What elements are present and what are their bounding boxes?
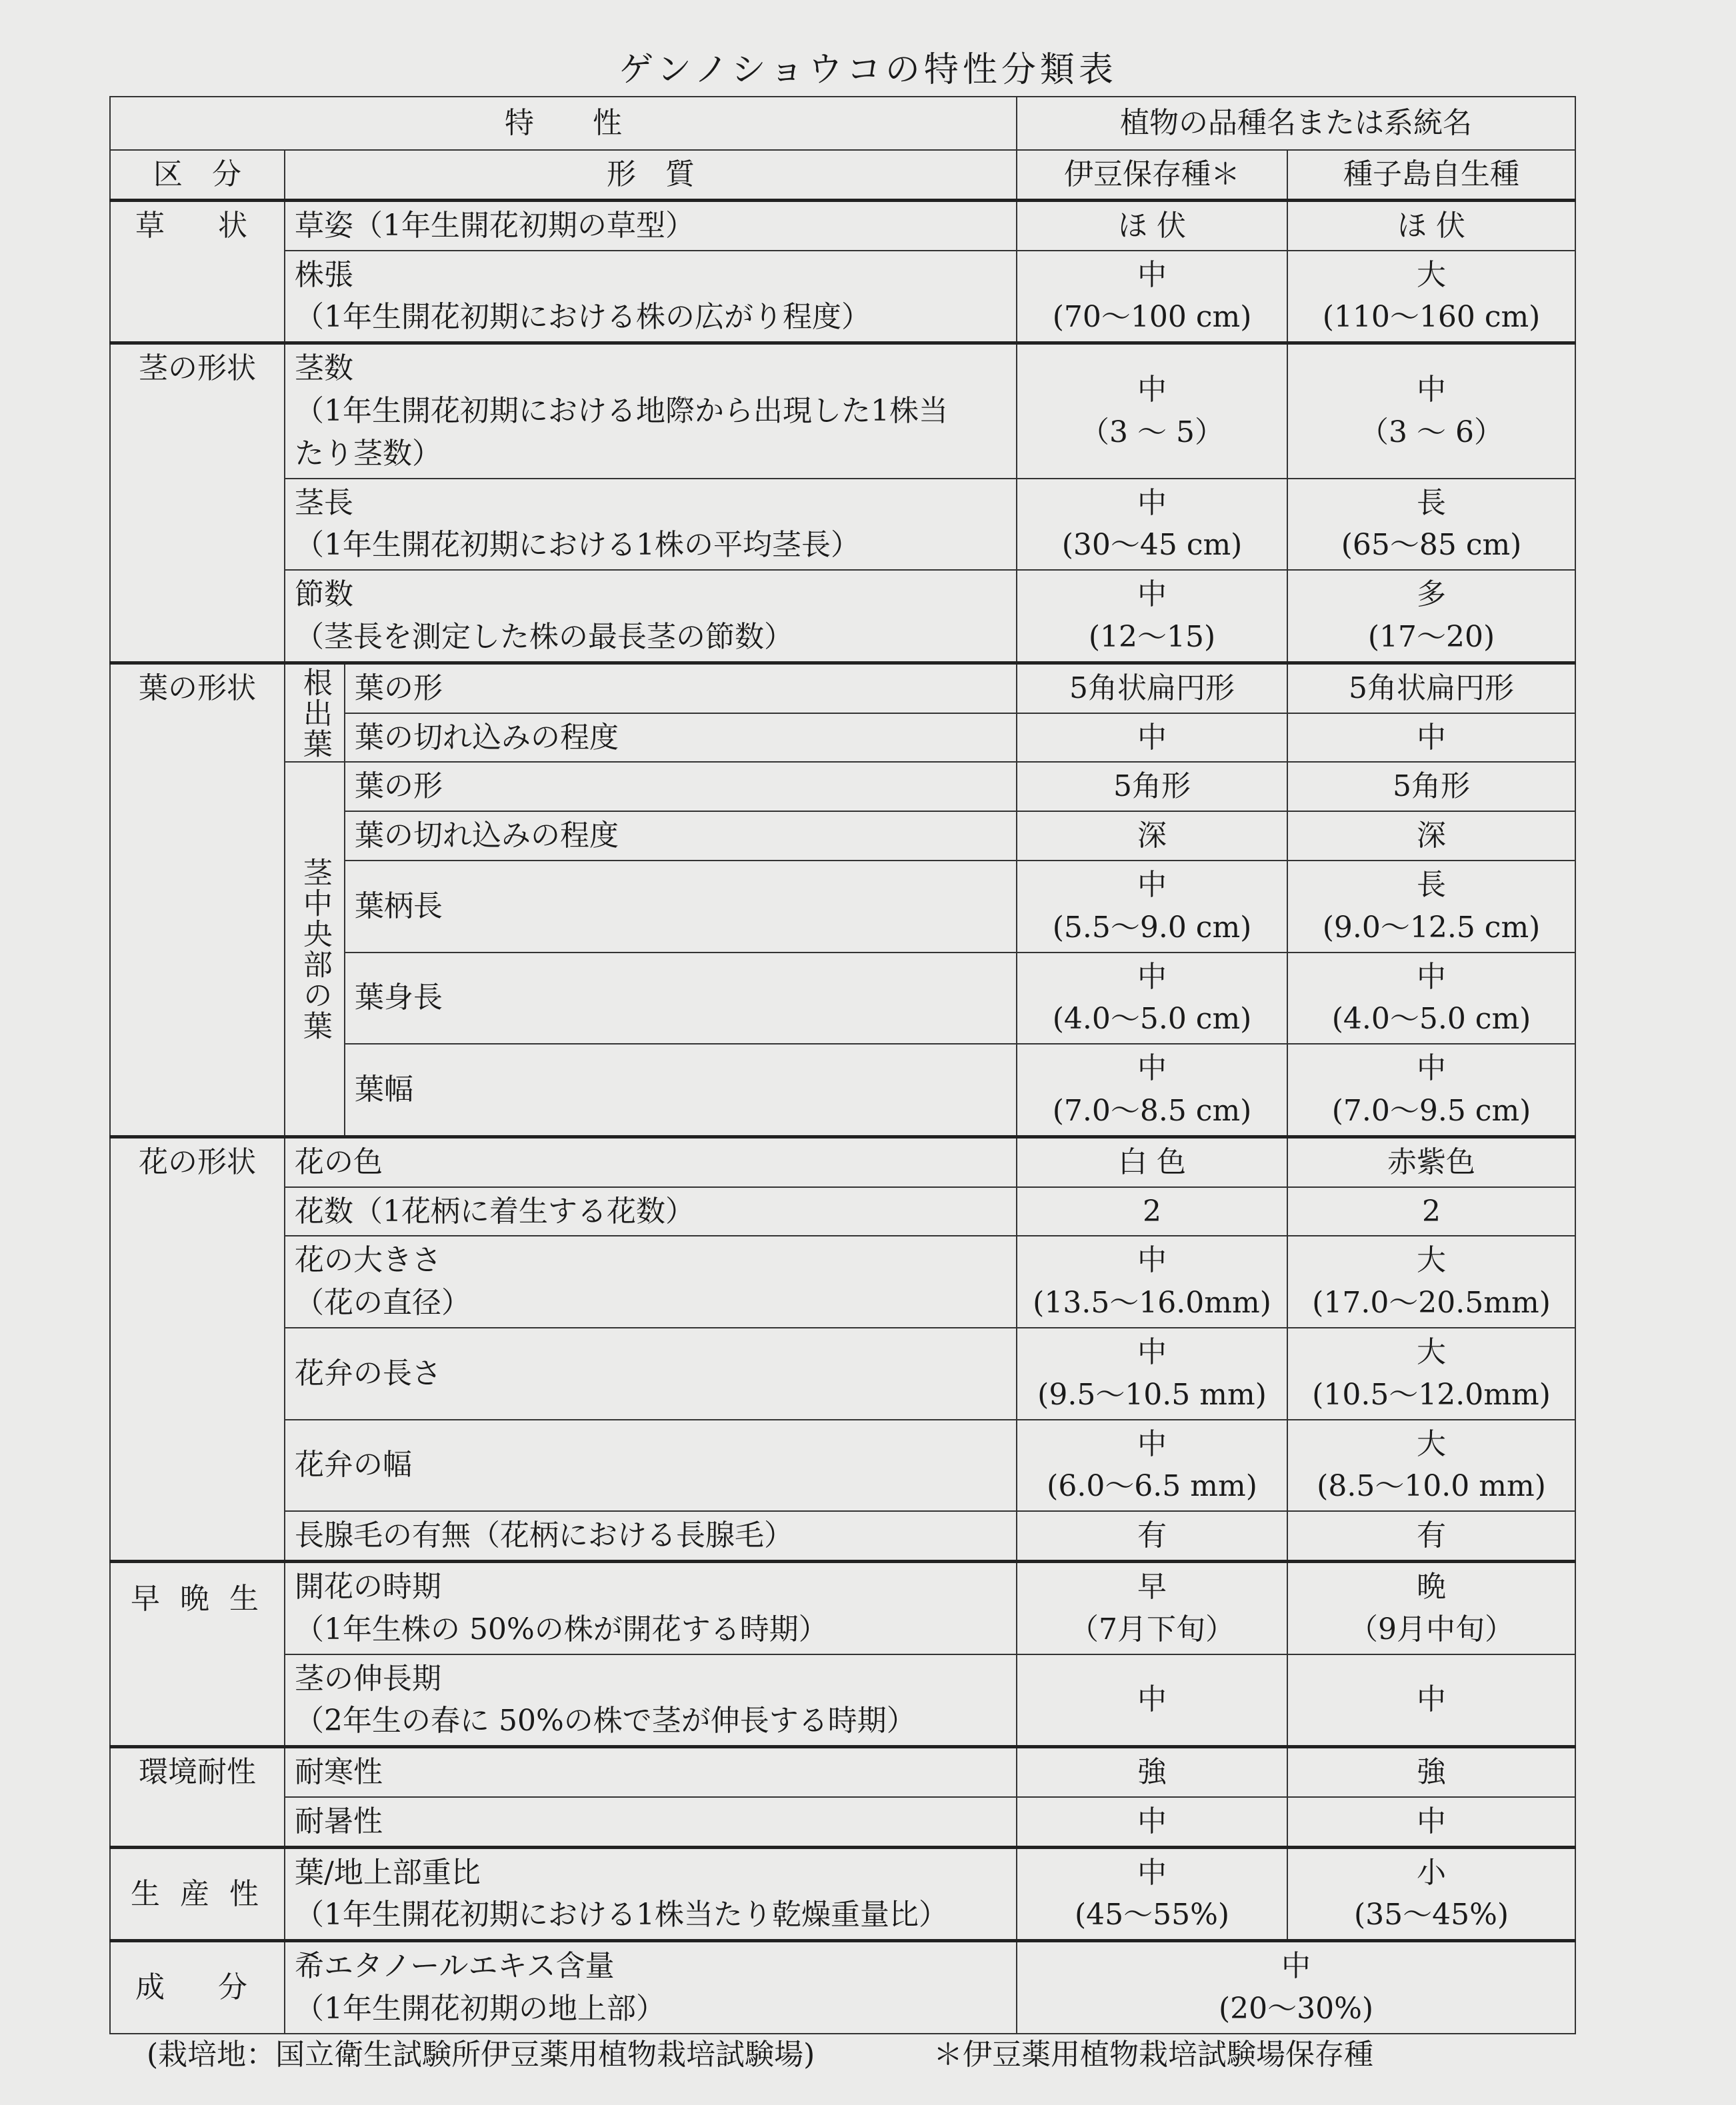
trait-cell [285,570,1017,663]
section-habit: 草 状 [110,200,285,343]
tan-value [1287,1236,1575,1328]
izu-value [1017,1044,1287,1136]
tan-value [1287,1561,1575,1654]
section-flower: 花の形状 [110,1136,285,1561]
tan-value [1287,251,1575,343]
shared-range: (20～30%) [1218,1992,1374,2026]
shared-level: 中 [1281,1949,1311,1984]
trait-line: 葉/地上部重比 [295,1855,481,1890]
tan-level: 長 [1417,485,1447,520]
tan-value [1287,1328,1575,1420]
trait-cell [285,343,1017,479]
izu-range: (45～55%) [1074,1898,1230,1932]
izu-value [1017,251,1287,343]
trait-cell: 葉幅 [345,1044,1017,1136]
tan-value: 2 [1287,1187,1575,1236]
trait-line: 花の大きさ [295,1243,441,1278]
izu-range: (30～45 cm) [1061,528,1243,563]
tan-range: (7.0～9.5 cm) [1331,1093,1531,1128]
trait-cell [285,1236,1017,1328]
izu-level: 中 [1137,867,1167,902]
characteristics-table [109,96,1576,2034]
trait-line: 開花の時期 [295,1569,441,1604]
tan-value [1287,570,1575,663]
trait-line: 希エタノールエキス含量 [295,1949,615,1984]
trait-cell: 葉の切れ込みの程度 [345,811,1017,861]
section-productivity: 生 産 性 [110,1847,285,1941]
section-environment: 環境耐性 [110,1747,285,1848]
izu-value [1017,343,1287,479]
trait-line: （2年生の春に 50%の株で茎が伸長する時期） [295,1704,916,1738]
tan-value [1287,1847,1575,1941]
tan-value: 中 [1287,713,1575,763]
izu-value: 有 [1017,1511,1287,1561]
section-stem: 茎の形状 [110,343,285,663]
tan-value: 中 [1287,1654,1575,1747]
trait-line: （1年生開花初期における1株の平均茎長） [295,528,860,563]
trait-cell: 葉の形 [345,762,1017,811]
izu-range: (6.0～6.5 mm) [1047,1469,1257,1504]
izu-value [1017,479,1287,571]
tan-level: 中 [1417,959,1447,994]
izu-level: 中 [1137,577,1167,612]
header-category: 区 分 [110,150,285,200]
izu-level: 中 [1137,485,1167,520]
izu-value: 深 [1017,811,1287,861]
tan-level: 中 [1417,373,1447,407]
tan-value: 中 [1287,1797,1575,1847]
tan-value: ほ 伏 [1287,200,1575,250]
izu-value: 白 色 [1017,1136,1287,1186]
tan-range: (65～85 cm) [1341,528,1522,563]
trait-cell [285,1654,1017,1747]
trait-cell: 葉柄長 [345,861,1017,953]
tan-range: (8.5～10.0 mm) [1317,1469,1546,1504]
izu-range: (12～15) [1088,619,1216,654]
tan-level: 中 [1417,1051,1447,1086]
izu-value: 5角状扁円形 [1017,663,1287,713]
tan-level: 晩 [1417,1569,1447,1604]
izu-range: (4.0～5.0 cm) [1052,1002,1252,1037]
tan-value [1287,343,1575,479]
tan-value: 赤紫色 [1287,1136,1575,1186]
header-trait: 形 質 [285,150,1017,200]
trait-line: （1年生開花初期の地上部） [295,1992,665,2026]
tan-value: 5角状扁円形 [1287,663,1575,713]
izu-value: 中 [1017,1797,1287,1847]
section-component: 成 分 [110,1941,285,2034]
izu-value: 5角形 [1017,762,1287,811]
izu-range: (70～100 cm) [1052,300,1252,335]
izu-value [1017,1420,1287,1512]
izu-range: （3 ～ 5） [1080,415,1225,449]
trait-line: （1年生開花初期における株の広がり程度） [295,300,871,335]
tan-level: 大 [1417,257,1447,292]
trait-cell [285,1847,1017,1941]
izu-range: (9.5～10.5 mm) [1037,1377,1267,1412]
izu-level: 中 [1137,1855,1167,1890]
izu-range: (13.5～16.0mm) [1033,1286,1271,1320]
tan-range: (35～45%) [1353,1898,1509,1932]
shared-value [1017,1941,1575,2034]
izu-value [1017,1847,1287,1941]
trait-line: （花の直径） [295,1286,471,1320]
trait-line: （茎長を測定した株の最長茎の節数） [295,619,793,654]
trait-cell: 長腺毛の有無（花柄における長腺毛） [285,1511,1017,1561]
trait-cell [285,251,1017,343]
tan-level: 小 [1417,1855,1447,1890]
izu-level: 中 [1137,1243,1167,1278]
header-izu: 伊豆保存種＊ [1017,150,1287,200]
trait-cell: 花弁の幅 [285,1420,1017,1512]
tan-value: 強 [1287,1747,1575,1797]
tan-level: 大 [1417,1334,1447,1369]
izu-level: 中 [1137,959,1167,994]
header-characteristic: 特 性 [110,97,1017,150]
izu-range: (5.5～9.0 cm) [1052,910,1252,945]
tan-value [1287,479,1575,571]
izu-level: 早 [1137,1569,1167,1604]
trait-cell [285,1561,1017,1654]
tan-range: (110～160 cm) [1322,300,1541,335]
izu-range: （7月下旬） [1069,1612,1235,1646]
trait-line: 茎の伸長期 [295,1661,441,1696]
izu-value: 2 [1017,1187,1287,1236]
tan-level: 大 [1417,1243,1447,1278]
trait-cell: 耐寒性 [285,1747,1017,1797]
tan-value: 深 [1287,811,1575,861]
trait-line: 節数 [295,577,353,612]
trait-cell [285,1941,1017,2034]
tan-value: 有 [1287,1511,1575,1561]
trait-line: （1年生開花初期における地際から出現した1株当 [295,393,948,428]
tan-value [1287,1044,1575,1136]
trait-line: （1年生開花初期における1株当たり乾燥重量比） [295,1898,948,1932]
trait-cell: 花数（1花柄に着生する花数） [285,1187,1017,1236]
tan-range: （3 ～ 6） [1359,415,1504,449]
tan-value [1287,953,1575,1045]
tan-level: 長 [1417,867,1447,902]
izu-level: 中 [1137,257,1167,292]
page-title: ゲンノショウコの特性分類表 [619,50,1117,90]
cultivation-site-note: (栽培地：国立衛生試験所伊豆薬用植物栽培試験場) [147,2038,815,2072]
tan-range: (9.0～12.5 cm) [1322,910,1541,945]
tan-value [1287,861,1575,953]
header-tanegashima: 種子島自生種 [1287,150,1575,200]
tan-value: 5角形 [1287,762,1575,811]
trait-cell: 花の色 [285,1136,1017,1186]
izu-value: ほ 伏 [1017,200,1287,250]
trait-cell: 草姿（1年生開花初期の草型） [285,200,1017,250]
tan-range: (10.5～12.0mm) [1312,1377,1551,1412]
trait-cell: 葉身長 [345,953,1017,1045]
trait-cell: 葉の切れ込みの程度 [345,713,1017,763]
izu-value: 中 [1017,1654,1287,1747]
trait-line: 茎長 [295,485,353,520]
trait-line: 株張 [295,257,353,292]
trait-cell: 葉の形 [345,663,1017,713]
izu-value [1017,1328,1287,1420]
izu-value [1017,570,1287,663]
izu-value [1017,861,1287,953]
tan-range: (4.0～5.0 cm) [1331,1002,1531,1037]
izu-level: 中 [1137,1426,1167,1461]
tan-range: (17.0～20.5mm) [1312,1286,1551,1320]
izu-level: 中 [1137,1334,1167,1369]
trait-line: たり茎数） [295,436,441,471]
trait-line: 茎数 [295,351,353,386]
tan-value [1287,1420,1575,1512]
izu-level: 中 [1137,373,1167,407]
izu-value: 強 [1017,1747,1287,1797]
tan-level: 多 [1417,577,1447,612]
trait-cell: 花弁の長さ [285,1328,1017,1420]
izu-value [1017,953,1287,1045]
subgroup-basal-leaf: 根出葉 [285,663,345,762]
footer [147,2030,1736,2073]
asterisk-note: ＊伊豆薬用植物栽培試験場保存種 [933,2038,1373,2072]
subgroup-mid-stem-leaf: 茎中央部の葉 [285,762,345,1136]
trait-cell: 耐暑性 [285,1797,1017,1847]
tan-range: （9月中旬） [1349,1612,1515,1646]
izu-value [1017,1236,1287,1328]
izu-range: (7.0～8.5 cm) [1052,1093,1252,1128]
trait-line: （1年生株の 50%の株が開花する時期） [295,1612,828,1646]
section-leaf: 葉の形状 [110,663,285,1136]
tan-level: 大 [1417,1426,1447,1461]
izu-level: 中 [1137,1051,1167,1086]
tan-range: (17～20) [1367,619,1495,654]
izu-value: 中 [1017,713,1287,763]
section-timing: 早 晩 生 [110,1561,285,1746]
header-variety-group: 植物の品種名または系統名 [1017,97,1575,150]
trait-cell [285,479,1017,571]
izu-value [1017,1561,1287,1654]
